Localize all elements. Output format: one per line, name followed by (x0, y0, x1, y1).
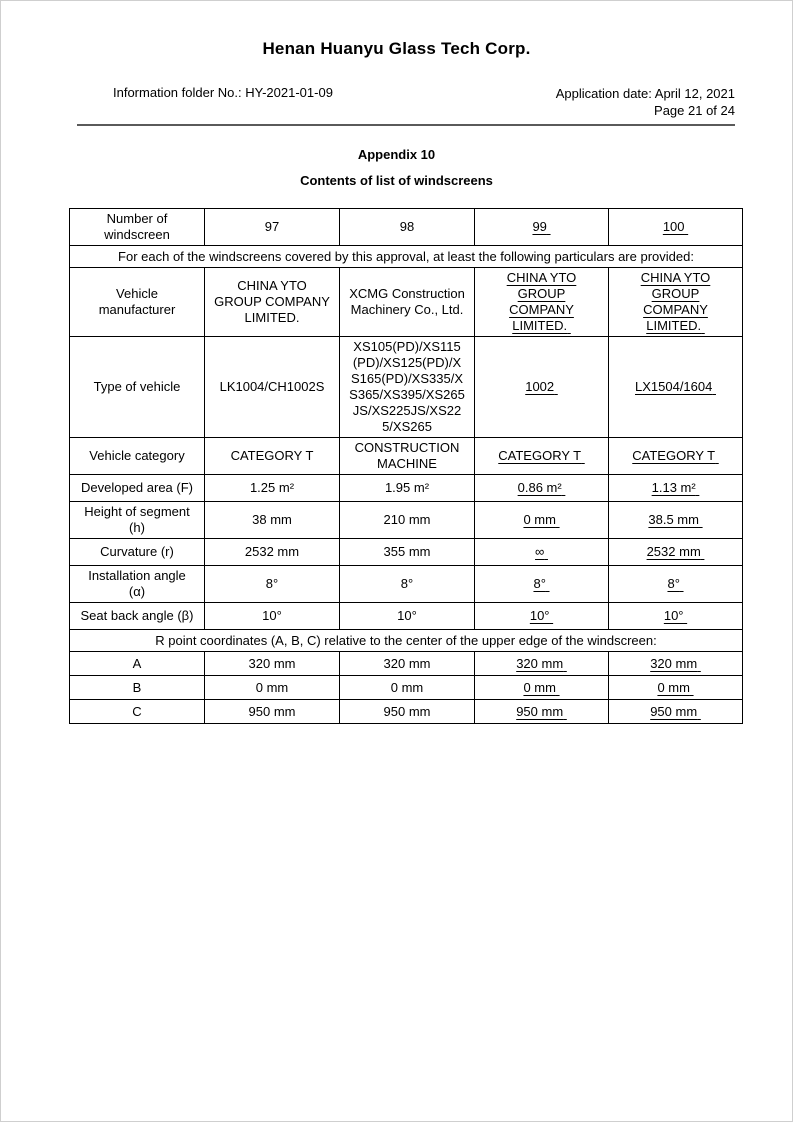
cell (609, 337, 743, 438)
cell: XCMG Construction Machinery Co., Ltd. (340, 268, 475, 337)
underlined-value: 100 (662, 219, 685, 234)
underlined-value: ∞ (535, 544, 545, 559)
cell (609, 475, 743, 502)
cell (475, 475, 609, 502)
note-particulars: For each of the windscreens covered by this approval, at least the following particulars are provided: (70, 246, 743, 268)
table-row-developed-area (70, 475, 743, 502)
underlined-value: 1002 (525, 379, 555, 394)
table-row-installation-angle (70, 566, 743, 603)
cell (475, 603, 609, 630)
cell: 10° (205, 603, 340, 630)
underlined-value: 2532 mm (646, 544, 701, 559)
cell-windscreen-97: 97 (205, 209, 340, 246)
underlined-value: 1.13 m² (651, 480, 696, 495)
cell (475, 539, 609, 566)
table-row-note-rpoint (70, 630, 743, 652)
underlined-value: CATEGORY T (632, 448, 716, 463)
cell: LK1004/CH1002S (205, 337, 340, 438)
row-label: C (70, 700, 205, 724)
application-date: Application date: April 12, 2021 (555, 86, 735, 101)
page-subtitle: Contents of list of windscreens (300, 173, 493, 188)
underlined-value: CHINA YTO GROUP COMPANY LIMITED. (640, 270, 711, 333)
cell: 210 mm (340, 502, 475, 539)
cell (475, 700, 609, 724)
cell (475, 676, 609, 700)
underlined-value: 10° (529, 608, 550, 623)
appendix-title: Appendix 10 (357, 147, 436, 162)
table-row-manufacturer (70, 268, 743, 337)
row-label: A (70, 652, 205, 676)
row-label: Seat back angle (β) (70, 603, 205, 630)
cell: CHINA YTO GROUP COMPANY LIMITED. (205, 268, 340, 337)
table-row-number (70, 209, 743, 246)
cell (609, 652, 743, 676)
table-row-note-particulars (70, 246, 743, 268)
row-label: Developed area (F) (70, 475, 205, 502)
cell: 10° (340, 603, 475, 630)
cell: 950 mm (205, 700, 340, 724)
cell: 2532 mm (205, 539, 340, 566)
cell (475, 502, 609, 539)
cell (609, 603, 743, 630)
table-row-c (70, 700, 743, 724)
table-row-height-of-segment (70, 502, 743, 539)
row-label: Curvature (r) (70, 539, 205, 566)
underlined-value: 8° (667, 576, 680, 591)
cell: 38 mm (205, 502, 340, 539)
underlined-value: 0 mm (523, 679, 556, 695)
cell-windscreen-100 (609, 209, 743, 246)
cell (475, 566, 609, 603)
underlined-value: 0.86 m² (517, 480, 562, 495)
header-right-block (556, 85, 735, 119)
cell: 320 mm (205, 652, 340, 676)
cell (475, 337, 609, 438)
table-row-b (70, 676, 743, 700)
underlined-value: 38.5 mm (648, 512, 699, 527)
underlined-value: 0 mm (523, 512, 556, 527)
cell (609, 268, 743, 337)
cell: 8° (340, 566, 475, 603)
underlined-value: 950 mm (516, 703, 564, 719)
underlined-value: 950 mm (650, 703, 698, 719)
cell: 950 mm (340, 700, 475, 724)
cell (609, 700, 743, 724)
row-label: Vehicle manufacturer (70, 268, 205, 337)
row-label: Type of vehicle (70, 337, 205, 438)
document-header (113, 85, 735, 119)
cell-windscreen-99 (475, 209, 609, 246)
info-folder-number: Information folder No.: HY-2021-01-09 (113, 85, 333, 100)
table-row-a (70, 652, 743, 676)
table-row-seat-back-angle (70, 603, 743, 630)
company-title: Henan Huanyu Glass Tech Corp. (262, 39, 531, 58)
table-row-curvature (70, 539, 743, 566)
cell (609, 438, 743, 475)
cell (609, 566, 743, 603)
row-label: Height of segment (h) (70, 502, 205, 539)
table-row-vehicle-type (70, 337, 743, 438)
cell: CONSTRUCTION MACHINE (340, 438, 475, 475)
cell (475, 652, 609, 676)
underlined-value: 8° (533, 576, 546, 591)
underlined-value: 0 mm (657, 679, 690, 695)
note-rpoint: R point coordinates (A, B, C) relative to the center of the upper edge of the windscreen: (70, 630, 743, 652)
cell (609, 539, 743, 566)
cell: 320 mm (340, 652, 475, 676)
cell (475, 268, 609, 337)
table-row-vehicle-category (70, 438, 743, 475)
cell: CATEGORY T (205, 438, 340, 475)
cell: 0 mm (205, 676, 340, 700)
underlined-value: CATEGORY T (498, 448, 582, 463)
cell: XS105(PD)/XS115(PD)/XS125(PD)/XS165(PD)/XS335/XS365/XS395/XS265JS/XS225JS/XS225/XS265 (340, 337, 475, 438)
underlined-value: 320 mm (516, 655, 564, 671)
cell: 355 mm (340, 539, 475, 566)
row-label: Vehicle category (70, 438, 205, 475)
cell (609, 502, 743, 539)
page-number: Page 21 of 24 (654, 103, 735, 118)
cell (609, 676, 743, 700)
cell: 0 mm (340, 676, 475, 700)
row-label: Installation angle (α) (70, 566, 205, 603)
underlined-value: 99 (532, 219, 547, 234)
cell: 8° (205, 566, 340, 603)
cell-windscreen-98: 98 (340, 209, 475, 246)
windscreen-table (69, 208, 743, 724)
cell (475, 438, 609, 475)
cell: 1.25 m² (205, 475, 340, 502)
underlined-value: 320 mm (650, 655, 698, 671)
header-divider (77, 124, 735, 126)
underlined-value: 10° (663, 608, 684, 623)
underlined-value: LX1504/1604 (635, 379, 713, 394)
underlined-value: CHINA YTO GROUP COMPANY LIMITED. (506, 270, 577, 333)
row-label: B (70, 676, 205, 700)
row-label: Number of windscreen (70, 209, 205, 246)
cell: 1.95 m² (340, 475, 475, 502)
